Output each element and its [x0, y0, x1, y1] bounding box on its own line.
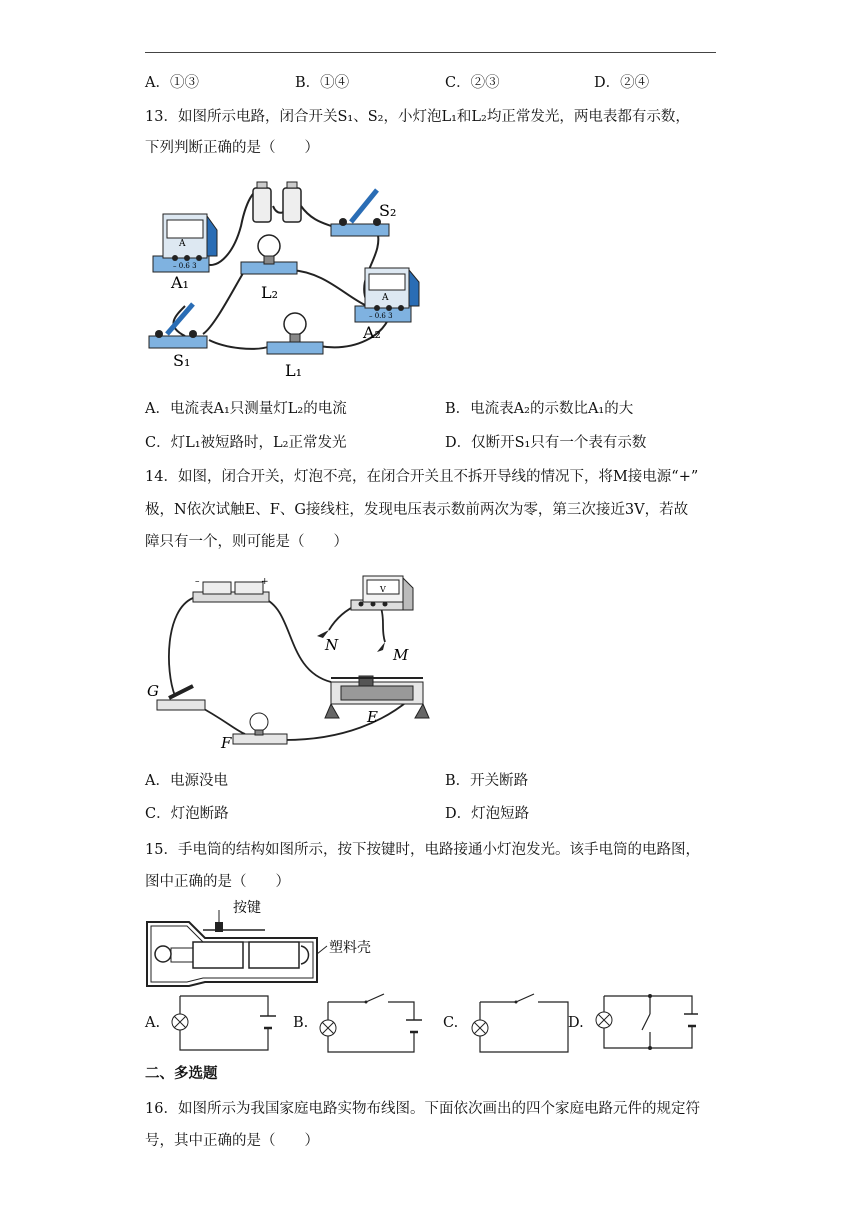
q13-ammeter-a2-letter: A — [382, 293, 389, 303]
q14-label-m: M — [393, 646, 409, 664]
q13-option-d[interactable]: D．仅断开S₁只有一个表有示数 — [445, 435, 647, 451]
q14-stem-line2: 极，N依次试触E、F、G接线柱，发现电压表示数前两次为零，第三次接近3V，若故 — [145, 502, 689, 518]
q14-label-n: N — [325, 636, 339, 654]
q13-ammeter-a2-scale: – 0.6 3 — [369, 312, 393, 320]
q13-ammeter-a1-scale: – 0.6 3 — [173, 262, 197, 270]
q13-label-s1: S₁ — [173, 351, 191, 370]
q14-voltmeter-letter: V — [380, 585, 386, 594]
q12-option-c[interactable]: C．②③ — [445, 75, 500, 91]
q12-option-d[interactable]: D．②④ — [594, 75, 650, 91]
q13-option-b[interactable]: B．电流表A₂的示数比A₁的大 — [445, 401, 634, 417]
q14-option-c[interactable]: C．灯泡断路 — [145, 806, 229, 822]
q14-stem-line1: 14．如图，闭合开关，灯泡不亮，在闭合开关且不拆开导线的情况下，将M接电源“+” — [145, 469, 699, 485]
q14-option-a[interactable]: A．电源没电 — [145, 773, 228, 789]
q13-label-s2: S₂ — [379, 201, 397, 220]
q15-circuit-c — [470, 992, 576, 1054]
q14-option-d[interactable]: D．灯泡短路 — [445, 806, 530, 822]
q13-stem-line1: 13．如图所示电路，闭合开关S₁、S₂，小灯泡L₁和L₂均正常发光，两电表都有示数， — [145, 109, 690, 125]
q14-label-g: G — [147, 682, 159, 700]
section-title: 二、多选题 — [145, 1065, 218, 1082]
q15-flashlight-figure — [145, 898, 385, 990]
q15-label-shell: 塑料壳 — [329, 940, 371, 956]
q12-option-a[interactable]: A．①③ — [145, 75, 199, 91]
q16-stem-line1: 16．如图所示为我国家庭电路实物布线图。下面依次画出的四个家庭电路元件的规定符 — [145, 1101, 700, 1117]
q13-label-a1: A₁ — [171, 273, 189, 292]
q16-stem-line2: 号，其中正确的是（ ） — [145, 1133, 319, 1149]
q15-option-b[interactable]: B. — [293, 1015, 309, 1031]
header-rule — [145, 52, 716, 53]
q13-circuit-figure — [145, 176, 435, 382]
q15-circuit-d — [594, 992, 698, 1052]
q15-option-d[interactable]: D. — [568, 1015, 584, 1031]
q14-battery-plus: + — [261, 577, 269, 587]
q14-option-b[interactable]: B．开关断路 — [445, 773, 529, 789]
q14-stem-line3: 障只有一个，则可能是（ ） — [145, 534, 348, 550]
q15-stem-line1: 15．手电筒的结构如图所示，按下按键时，电路接通小灯泡发光。该手电筒的电路图， — [145, 842, 700, 858]
q13-option-c[interactable]: C．灯L₁被短路时，L₂正常发光 — [145, 435, 347, 451]
q14-battery-minus: – — [195, 577, 200, 587]
q12-option-b[interactable]: B．①④ — [295, 75, 350, 91]
q15-option-a[interactable]: A. — [145, 1015, 161, 1031]
q13-ammeter-a1-letter: A — [179, 239, 186, 249]
q13-stem-line2: 下列判断正确的是（ ） — [145, 140, 319, 156]
q15-circuit-b — [318, 992, 428, 1054]
q15-option-c[interactable]: C. — [443, 1015, 459, 1031]
q14-circuit-figure — [145, 570, 440, 760]
q13-label-l1: L₁ — [285, 361, 303, 380]
q13-label-a2: A₂ — [363, 323, 381, 342]
q15-label-key: 按键 — [233, 900, 261, 916]
q13-label-l2: L₂ — [261, 283, 279, 302]
q14-label-e: E — [367, 708, 378, 726]
q13-option-a[interactable]: A．电流表A₁只测量灯L₂的电流 — [145, 401, 347, 417]
q14-label-f: F — [221, 734, 232, 752]
q15-stem-line2: 图中正确的是（ ） — [145, 874, 290, 890]
q15-circuit-a — [170, 994, 276, 1052]
